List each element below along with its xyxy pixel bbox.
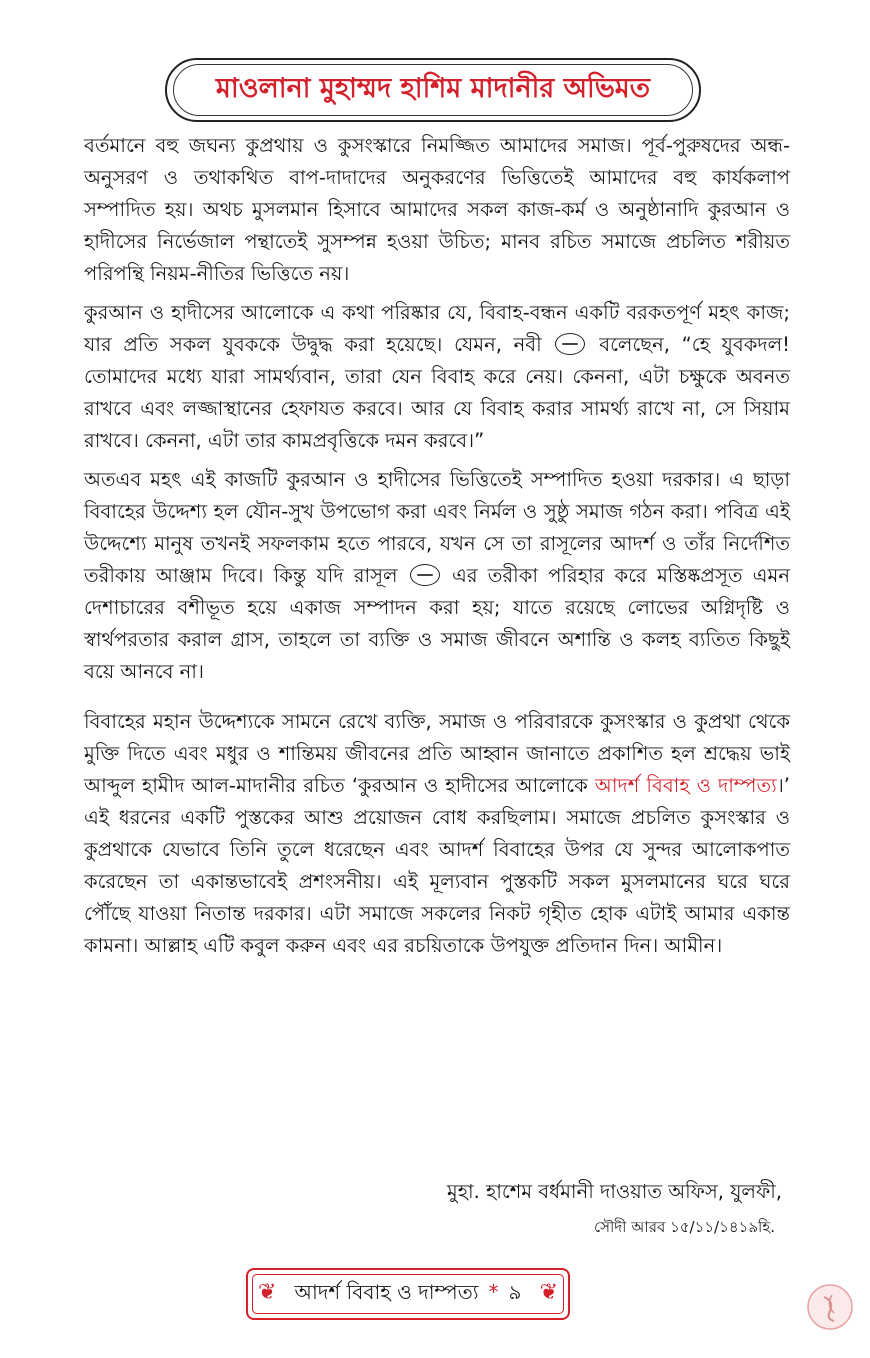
footer xyxy=(294,1278,521,1311)
signature-name: মুহা. হাশেম বর্ধমানী দাওয়াত অফিস, যুলফী, xyxy=(446,1180,782,1203)
footer-frame xyxy=(246,1268,570,1320)
paragraph-1-text: বর্তমানে বহু জঘন্য কুপ্রথায় ও কুসংস্কারে নিমজ্জিত আমাদের সমাজ। পূর্ব-পুরুষদের অন্ধ-অনুসরণ ও তথাকথিত বাপ-দাদাদের অনুকরণের ভিত্তিতেই আমাদের বহু কার্যকলাপ সম্পাদিত হয়। অথচ মুসলমান হিসাবে আমাদের সকল কাজ-কর্ম ও অনুষ্ঠানাদি কুরআন ও হাদীসের নির্ভেজাল পন্থাতেই সুসম্পন্ন হওয়া উচিত; মানব রচিত সমাজে প্রচলিত শরীয়ত পরিপন্থি নিয়ম-নীতির ভিত্তিতে নয়। xyxy=(84,134,790,285)
flourish-icon: ❦ xyxy=(539,1280,558,1305)
title-frame xyxy=(165,58,701,122)
pbuh-seal-icon xyxy=(410,564,440,586)
publisher-logo-icon xyxy=(806,1283,854,1331)
paragraph-1 xyxy=(84,130,790,290)
paragraph-3-text-a: অতএব মহৎ এই কাজটি কুরআন ও হাদীসের ভিত্তিতেই সম্পাদিত হওয়া দরকার। এ ছাড়া বিবাহের উদ্দেশ্য হল যৌন-সুখ উপভোগ করা এবং নির্মল ও সুষ্ঠু সমাজ গঠন করা। পবিত্র এই উদ্দেশ্যে মানুষ তখনই সফলকাম হতে পারবে, যখন সে তা রাসূলের আদর্শ ও তাঁর নির্দেশিত তরীকায় আঞ্জাম দিবে। কিন্তু যদি রাসূল xyxy=(84,468,790,587)
footer-book-title: আদর্শ বিবাহ ও দাম্পত্য xyxy=(294,1279,479,1304)
paragraph-4 xyxy=(84,706,790,962)
signature-date: সৌদী আরব ১৫/১১/১৪১৯হি. xyxy=(593,1218,775,1236)
paragraph-3 xyxy=(84,464,790,688)
pbuh-seal-icon xyxy=(555,333,585,355)
page-title: মাওলানা মুহাম্মদ হাশিম মাদানীর অভিমত xyxy=(215,72,651,104)
flourish-icon: ❦ xyxy=(258,1280,277,1305)
paragraph-3-text-b: এর তরীকা পরিহার করে মস্তিষ্কপ্রসূত এমন দেশাচারের বশীভূত হয়ে একাজ সম্পাদন করা হয়; যাতে রয়েছে লোভের অগ্নিদৃষ্টি ও স্বার্থপরতার করাল গ্রাস, তাহলে তা ব্যক্তি ও সমাজ জীবনে অশান্তি ও কলহ ব্যতিত কিছুই বয়ে আনবে না। xyxy=(84,564,790,683)
paragraph-4-text-a: বিবাহের মহান উদ্দেশ্যকে সামনে রেখে ব্যক্তি, সমাজ ও পরিবারকে কুসংস্কার ও কুপ্রথা থেকে মুক্তি দিতে এবং মধুর ও শান্তিময় জীবনের প্রতি আহ্বান জানাতে প্রকাশিত হল শ্রদ্ধেয় ভাই আব্দুল হামীদ আল-মাদানীর রচিত ‘কুরআন ও হাদীসের আলোকে xyxy=(84,710,790,797)
body-text xyxy=(84,130,790,969)
page-number: ৯ xyxy=(508,1279,522,1304)
paragraph-2-text-a: কুরআন ও হাদীসের আলোকে এ কথা পরিষ্কার যে, বিবাহ-বন্ধন একটি বরকতপূর্ণ মহৎ কাজ; যার প্রতি সকল যুবককে উদ্বুদ্ধ করা হয়েছে। যেমন, নবী xyxy=(84,301,790,356)
paragraph-4-text-b: ।’ এই ধরনের একটি পুস্তকের আশু প্রয়োজন বোধ করছিলাম। সমাজে প্রচলিত কুসংস্কার ও কুপ্রথাকে যেভাবে তিনি তুলে ধরেছেন এবং আদর্শ বিবাহের উপর যে সুন্দর আলোকপাত করেছেন তা একান্তভাবেই প্রশংসনীয়। এই মূল্যবান পুস্তকটি সকল মুসলমানের ঘরে ঘরে পৌঁছে যাওয়া নিতান্ত দরকার। এটা সমাজে সকলের নিকট গৃহীত হোক এটাই আমার একান্ত কামনা। আল্লাহ এটি কবুল করুন এবং এর রচয়িতাকে উপযুক্ত প্রতিদান দিন। আমীন। xyxy=(84,774,790,957)
paragraph-2 xyxy=(84,297,790,457)
footer-separator: * xyxy=(488,1279,499,1304)
book-title-highlight: আদর্শ বিবাহ ও দাম্পত্য xyxy=(594,774,777,797)
paragraph-2-text-b: বলেছেন, “হে যুবকদল! তোমাদের মধ্যে যারা সামর্থ্যবান, তারা যেন বিবাহ করে নেয়। কেননা, এটা চক্ষুকে অবনত রাখবে এবং লজ্জাস্থানের হেফাযত করবে। আর যে বিবাহ করার সামর্থ্য রাখে না, সে সিয়াম রাখবে। কেননা, এটা তার কামপ্রবৃত্তিকে দমন করবে।” xyxy=(84,333,790,452)
